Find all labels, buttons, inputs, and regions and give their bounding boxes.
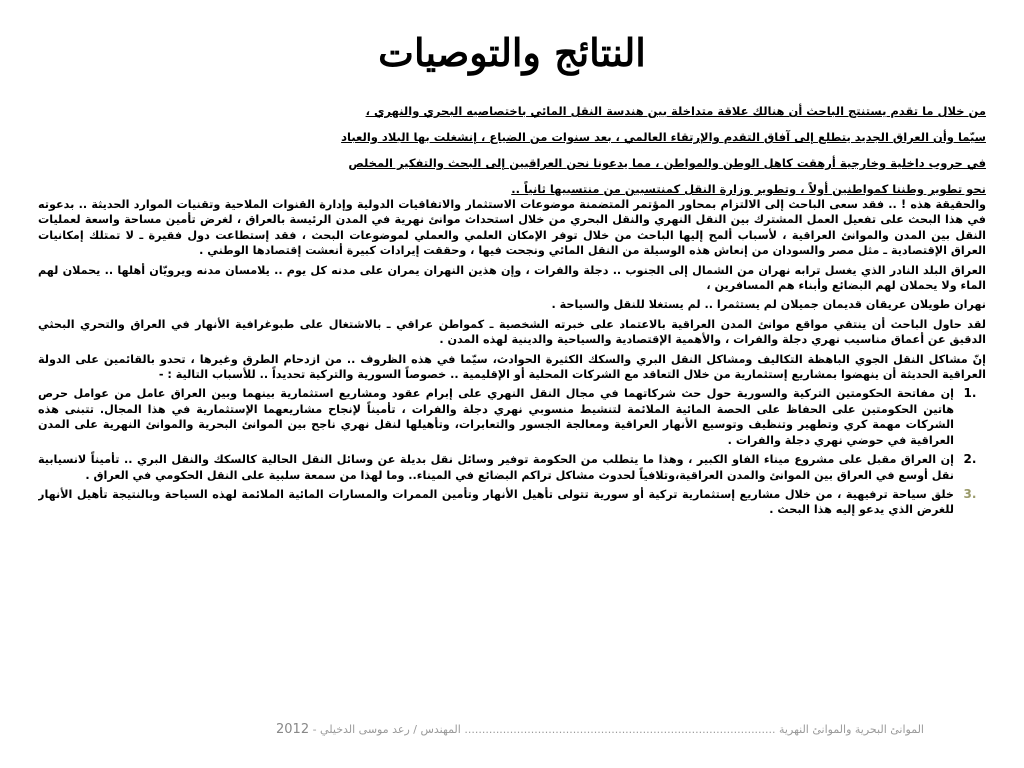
intro-line: في حروب داخلية وخارجية أرهقت كاهل الوطن والمواطن ، مما يدعونا نحن العراقيين إلى البحث والتفكير المخلص (348, 156, 986, 170)
body-text (38, 197, 986, 675)
footer-author: المهندس / رعد موسى الدخيلي - (312, 723, 461, 736)
paragraph: العراق البلد النادر الذي يغسل ترابه نهران من الشمال إلى الجنوب .. دجلة والفرات ، وإن هذين النهران يمران على مدنه كل يوم .. يلامسان مدنه ويرويّان أهلها .. يحملان لهم الماء ولا يحملان لهم البضائع وأبناء هم المسافرين ، (38, 263, 986, 293)
footer (24, 722, 924, 737)
list-item-text: إن العراق مقبل على مشروع ميناء الفاو الكبير ، وهذا ما يتطلب من الحكومة توفير وسائل نقل بديلة عن وسائل النقل الحالية كالسكك والنقل البري .. تأميناً لانسيابية نقل أوسع في العراق بين الموانئ والمدن العراقية،وتلافياً لحدوث مشاكل تراكم البضائع في الميناء.. وما لهذا من سمعة سلبية على النقل الحكومي في العراق . (38, 453, 954, 482)
paragraph: لقد حاول الباحث أن ينتقي مواقع موانئ المدن العراقية بالاعتماد على خبرته الشخصية ـ كمواطن عراقي ـ بالاشتغال على طبوغرافية الأنهار في العراق والتحري البحثي الدقيق عن أعماق مناسيب نهري دجلة والفرات ، والأهمية الإقتصادية والسياحية والدينية لهذه المدن . (38, 317, 986, 347)
paragraph: إنّ مشاكل النقل الجوي الباهظة التكاليف ومشاكل النقل البري والسكك الكثيرة الحوادث، سيّما في هذه الظروف .. من ازدحام الطرق وغيرها ، تحدو بالقائمين على الدولة العراقية الحديثة أن ينهضوا بمشاريع إستثمارية من خلال التعاقد مع الشركات المحلية أو الإقليمية .. خصوصاً السورية والتركية تحديداً .. للأسباب التالية : - (38, 352, 986, 382)
paragraph: نهران طويلان عريقان قديمان جميلان لم يستثمرا .. لم يستغلا للنقل والسياحة . (551, 298, 986, 312)
list-item-number: 2. (963, 452, 977, 467)
list-item (38, 487, 986, 518)
list-item (38, 452, 986, 483)
page-title: النتائج والتوصيات (378, 30, 646, 75)
footer-year: 2012 (276, 722, 310, 737)
list-item-text: إن مفاتحة الحكومتين التركية والسورية حول حث شركاتهما في مجال النقل النهري على إبرام عقود ومشاريع استثمارية بينهما وبين العراق عامل من عوامل حرص هاتين الحكومتين على الحفاظ على الحصة المائية الملائمة لتنشيط منسوبي نهري دجلة والفرات ، تأميناً لإنجاح مشاريعهما الإستثمارية في هذا المجال. تتبنى هذه الشركات مهمة كري وتطهير وتنظيف وتوسيع الأنهار العراقية ومعالجة الجسور والتعابرات، وتأهيلها لنقل نهري ناجح بين الموانئ البحرية والموانئ النهرية على المدن العراقية في حوضي نهري دجلة والفرات . (38, 387, 954, 447)
list-item-text: خلق سياحة ترفيهية ، من خلال مشاريع إستثمارية تركية أو سورية تتولى تأهيل الأنهار وتأمين الممرات والمسارات المائية الملائمة لهذه السياحة وبالنتيجة تأهيل الأنهار للغرض الذي يدعو إليه هذا البحث . (38, 487, 954, 517)
intro-line: سيّما وأن العراق الجديد يتطلع إلى آفاق التقدم والإرتقاء العالمي ، بعد سنوات من الضياع ، إنشغلت بها البلاد والعباد (341, 130, 986, 144)
list-item (38, 386, 986, 448)
intro-line: نحو تطوير وطننا كمواطنين أولاً ، وتطوير وزارة النقل كمنتسبين من منتسبيها ثانياً .. (511, 182, 986, 196)
list-item-number: 1. (963, 386, 977, 401)
intro-block (296, 98, 986, 202)
list-item-number: 3. (963, 486, 977, 501)
intro-line: من خلال ما تقدم يستنتج الباحث أن هنالك علاقة متداخلة بين هندسة النقل المائي باختصاصيه البحري والنهري ، (365, 104, 986, 118)
paragraph: والحقيقة هذه ! .. فقد سعى الباحث إلى الالتزام بمحاور المؤتمر المتضمنة موضوعات الاستثمار والاتفاقيات الدولية وإدارة القنوات الملاحية وتقنيات الموارد الحديثة .. بدعوته في هذا البحث على تفعيل العمل المشترك بين النقل النهري والنقل البحري من خلال استحداث موانئ نهرية في المدن الرئيسة بالعراق ، لغرض تأمين مساحة واسعة لعمليات النقل بين المدن والموانئ العراقية ، لأسباب ألمح إليها الباحث من خلال توفر الإمكان العلمي والعملي لموضوعات البحث ، فقد إستطاعت دول فقيرة ـ لا تمتلك إمكانيات العراق الإقتصادية ـ مثل مصر والسودان من إنعاش هذه الوسيلة من النقل المائي ونجحت فيها ، وحققت إيرادات كبيرة أنعشت إقتصادها الوطني . (38, 198, 986, 258)
footer-title: الموانئ البحرية والموانئ النهرية ......................................................................................... (464, 723, 924, 736)
